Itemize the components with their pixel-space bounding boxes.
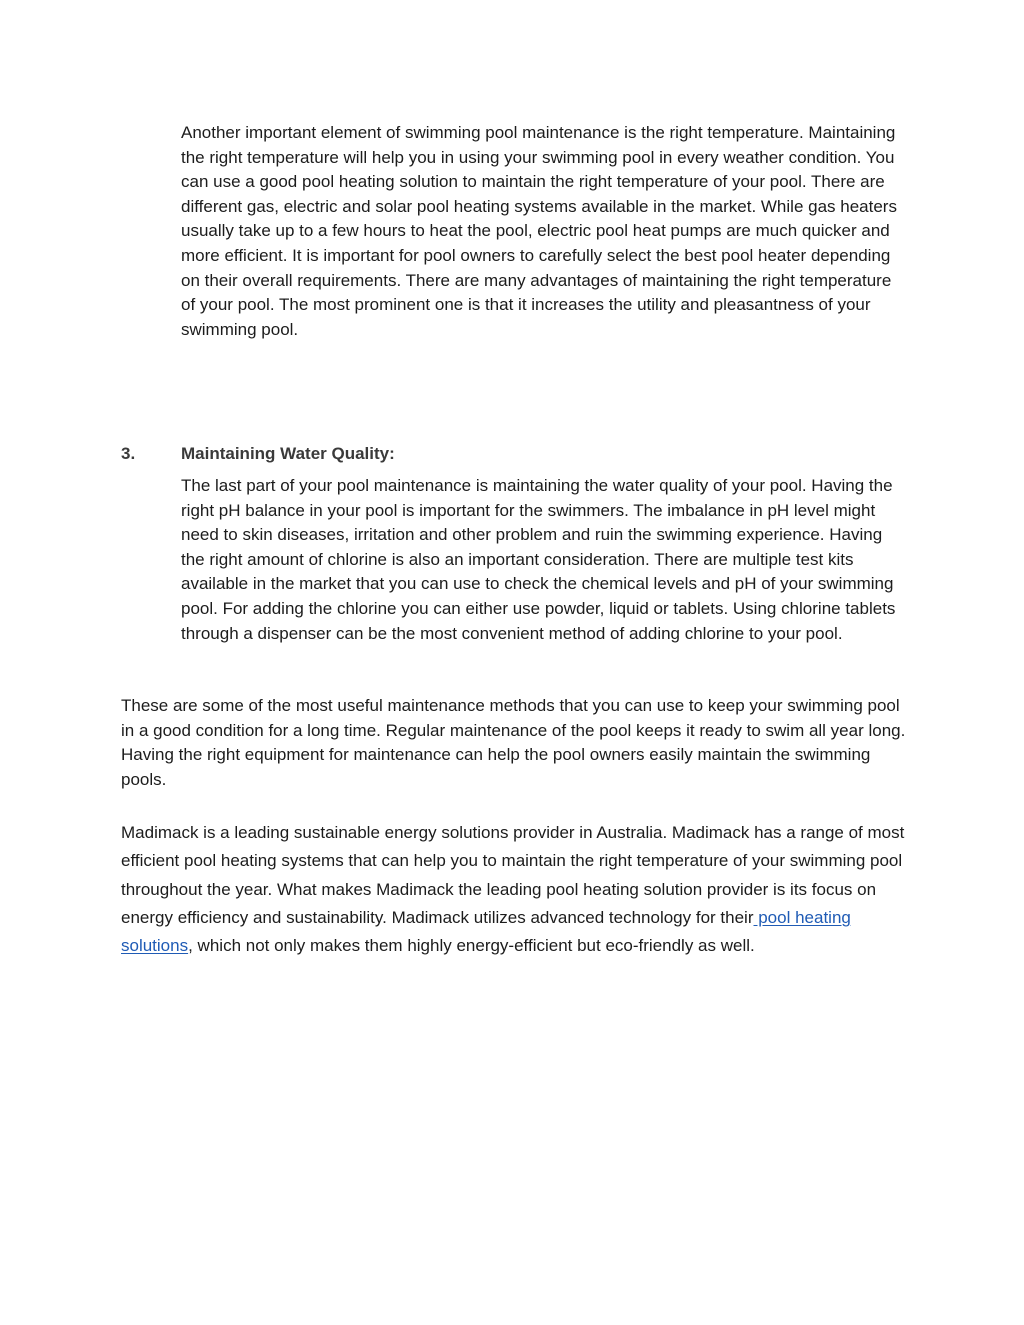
paragraph-temperature: Another important element of swimming pool maintenance is the right temperature. Maintaining the right temperature will help you in using your swimming pool in every weather condition. You can use a good pool heating solution to maintain the right temperature of your pool. There are different gas, electric and solar pool heating systems available in the market. While gas heaters usually take up to a few hours to heat the pool, electric pool heat pumps are much quicker and more efficient. It is important for pool owners to carefully select the best pool heater depending on their overall requirements. There are many advantages of maintaining the right temperature of your pool. The most prominent one is that it increases the utility and pleasantness of your swimming pool. xyxy=(181,123,897,339)
pool-heating-solutions-link[interactable]: pool heating solutions xyxy=(121,907,851,956)
section-title: Maintaining Water Quality: xyxy=(181,444,395,463)
paragraph-water-quality: The last part of your pool maintenance is maintaining the water quality of your pool. Having the right pH balance in your pool is important for the swimmers. The imbalance in pH level might need to skin diseases, irritation and other problem and ruin the swimming experience. Having the right amount of chlorine is also an important consideration. There are multiple test kits available in the market that you can use to check the chemical levels and pH of your swimming pool. For adding the chlorine you can either use powder, liquid or tablets. Using chlorine tablets through a dispenser can be the most convenient method of adding chlorine to your pool. xyxy=(181,476,896,643)
section-number: 3. xyxy=(121,444,136,463)
paragraph-summary: These are some of the most useful maintenance methods that you can use to keep your swimming pool in a good condition for a long time. Regular maintenance of the pool keeps it ready to swim all year long. Having the right equipment for maintenance can help the pool owners easily maintain the swimming pools. xyxy=(121,696,906,789)
paragraph-madimack xyxy=(121,819,911,960)
madimack-text-after-link: , which not only makes them highly energy-efficient but eco-friendly as well. xyxy=(188,936,755,956)
madimack-text-before-link: Madimack is a leading sustainable energy solutions provider in Australia. Madimack has a range of most efficient pool heating systems that can help you to maintain the right temperature of your swimming pool throughout the year. What makes Madimack the leading pool heating solution provider is its focus on energy efficiency and sustainability. Madimack utilizes advanced technology for their xyxy=(121,823,905,927)
